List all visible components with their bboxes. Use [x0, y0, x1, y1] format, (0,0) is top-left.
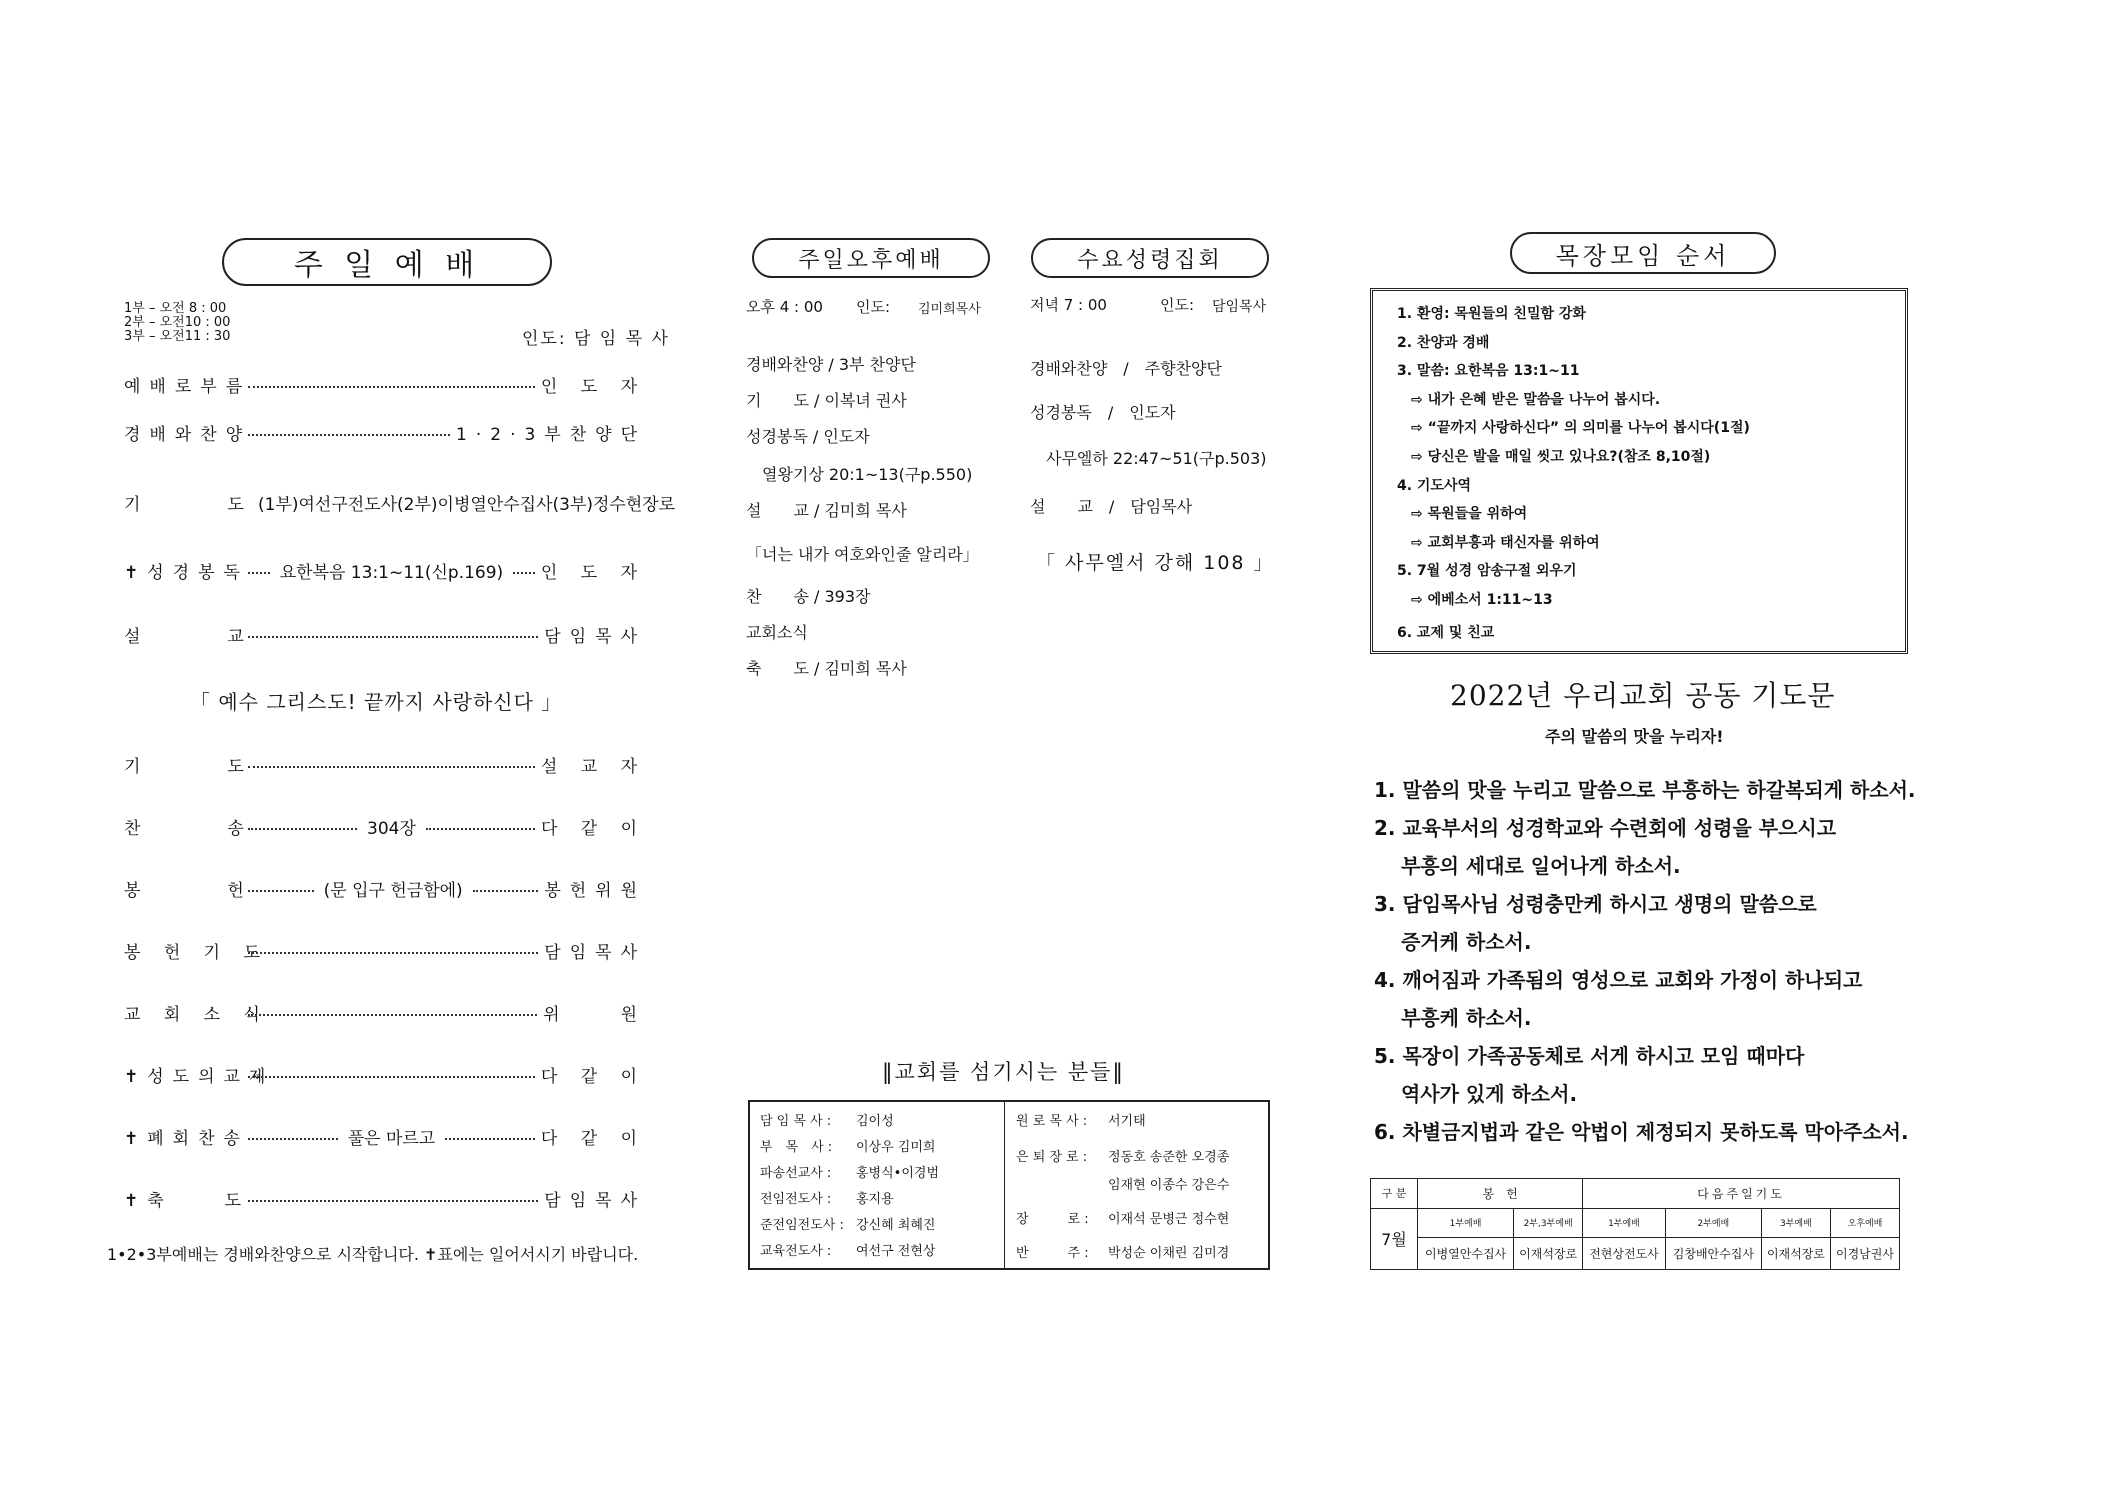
servant-row: [760, 1136, 935, 1155]
list-item: 3. 담임목사님 성령충만케 하시고 생명의 말씀으로: [1374, 892, 1817, 916]
order-row: [124, 622, 646, 647]
servant-names: 여선구 전현상: [856, 1244, 936, 1259]
order-detail: (1부)여선구전도사(2부)이병열안수집사(3부)정수현장로: [258, 495, 676, 515]
order-row: [124, 876, 646, 901]
afternoon-title: 주일오후예배: [752, 238, 990, 278]
order-detail: 요한복음 13:1~11(신p.169): [279, 563, 504, 583]
servant-role: 반 주 :: [1016, 1246, 1089, 1261]
order-label: 찬 송: [124, 819, 253, 839]
duty-table: [1370, 1178, 1900, 1270]
leader-dots: [248, 1138, 338, 1140]
name-5: 이재석장로: [1761, 1238, 1830, 1270]
list-item: 4. 기도사역: [1397, 477, 1472, 494]
order-row: [124, 938, 646, 963]
wednesday-leader-label: 인도:: [1160, 296, 1195, 314]
order-person: 담임목사: [544, 943, 646, 963]
list-item: 성경봉독 / 인도자: [1030, 403, 1176, 422]
order-row: [124, 558, 646, 583]
servant-role: 은 퇴 장 로 :: [1016, 1150, 1088, 1165]
servant-row: [1016, 1208, 1229, 1227]
list-item: 5. 목장이 가족공동체로 서게 하시고 모임 때마다: [1374, 1044, 1805, 1068]
list-item: ⇨ 교회부흥과 태신자를 위하여: [1397, 534, 1600, 551]
servant-row: [1016, 1146, 1229, 1165]
time-3: 3부 – 오전11 : 30: [124, 329, 231, 344]
leader-dots: [248, 1014, 537, 1016]
list-item: 축 도 / 김미희 목사: [746, 659, 907, 678]
order-label: ✝성도의교제: [124, 1067, 275, 1087]
afternoon-leader: 김미희목사: [918, 302, 981, 317]
time-1: 1부 – 오전 8 : 00: [124, 301, 227, 316]
list-item: 1. 환영: 목원들의 친밀함 강화: [1397, 306, 1586, 322]
order-label: 봉 헌: [124, 881, 253, 901]
list-item: 부흥케 하소서.: [1374, 1006, 1532, 1030]
servant-names: 박성순 이채린 김미경: [1108, 1246, 1230, 1261]
order-label: 경배와찬양: [124, 425, 252, 445]
order-label: 설 교: [124, 627, 253, 647]
order-person: 인 도 자: [540, 563, 646, 583]
leader-dots: [513, 572, 535, 574]
servant-names: 홍지용: [856, 1192, 894, 1207]
order-person: 봉헌위원: [544, 881, 647, 901]
sub-4: 2부예배: [1665, 1208, 1761, 1238]
list-item: 설 교 / 김미희 목사: [746, 501, 907, 520]
cell-box: [1370, 288, 1908, 654]
list-item: ⇨ 에베소서 1:11~13: [1397, 592, 1553, 608]
servant-names: 서기태: [1108, 1114, 1146, 1129]
servant-role: 부 목 사 :: [760, 1140, 833, 1155]
list-item: ⇨ 당신은 발을 매일 씻고 있나요?(참조 8,10절): [1397, 449, 1711, 465]
sub-1: 1부예배: [1418, 1208, 1514, 1238]
order-person: 담임목사: [544, 627, 646, 647]
leader-dots: [473, 890, 539, 892]
prayer-title: 2022년 우리교회 공동 기도문: [1450, 679, 1836, 712]
order-person: 다 같 이: [540, 1067, 646, 1087]
servant-row: [1016, 1110, 1146, 1129]
list-item: 경배와찬양 / 주향찬양단: [1030, 359, 1222, 378]
list-item: ⇨ 내가 은혜 받은 말씀을 나누어 봅시다.: [1397, 391, 1661, 408]
order-label: 봉 헌 기 도: [124, 943, 269, 963]
order-row: [124, 372, 646, 397]
time-2: 2부 – 오전10 : 00: [124, 315, 231, 330]
service-times: [124, 302, 230, 344]
afternoon-time: 오후 4 : 00: [746, 298, 823, 316]
name-2: 이재석장로: [1514, 1238, 1583, 1270]
list-item: 4. 깨어짐과 가족됨의 영성으로 교회와 가정이 하나되고: [1374, 968, 1863, 992]
list-item: 증거케 하소서.: [1374, 930, 1532, 954]
list-item: 교회소식: [746, 623, 808, 642]
list-item: 3. 말씀: 요한복음 13:1~11: [1397, 363, 1580, 380]
servant-names: 홍병식•이경범: [856, 1166, 940, 1181]
leader-dots: [248, 890, 314, 892]
list-item: 6. 교제 및 친교: [1397, 624, 1495, 641]
list-item: 경배와찬양 / 3부 찬양단: [746, 355, 916, 374]
wednesday-time: 저녁 7 : 00: [1030, 296, 1107, 314]
order-person: 담임목사: [544, 1191, 646, 1211]
servant-row: [760, 1214, 935, 1233]
order-label: 예배로부름: [124, 377, 252, 397]
sunday-title: 주 일 예 배: [222, 238, 552, 286]
name-1: 이병열안수집사: [1418, 1238, 1514, 1270]
servant-names: 강신혜 최혜진: [856, 1218, 936, 1233]
order-row: [124, 1000, 646, 1025]
servant-role: 준전임전도사 :: [760, 1218, 844, 1233]
servant-names: 임재현 이종수 강은수: [1108, 1178, 1230, 1193]
sub-2: 2부,3부예배: [1514, 1208, 1583, 1238]
leader-dots: [248, 766, 535, 768]
order-person: 위 원: [543, 1005, 646, 1025]
list-item: 찬 송 / 393장: [746, 587, 871, 606]
sunday-note: 1•2•3부예배는 경배와찬양으로 시작합니다. ✝표에는 일어서시기 바랍니다.: [107, 1245, 639, 1264]
list-item: 2. 교육부서의 성경학교와 수련회에 성령을 부으시고: [1374, 816, 1837, 840]
order-detail: 풀은 마르고: [347, 1129, 436, 1149]
order-label: 기 도: [124, 757, 253, 777]
order-row: [124, 490, 676, 515]
list-item: ⇨ 목원들을 위하여: [1397, 506, 1528, 523]
order-row: [124, 420, 646, 445]
order-person: 다 같 이: [540, 1129, 646, 1149]
servant-role: 전임전도사 :: [760, 1192, 832, 1207]
order-row: [124, 1186, 646, 1211]
servant-row: [1016, 1242, 1229, 1261]
servant-names: 이상우 김미희: [856, 1140, 936, 1155]
order-label: ✝성경봉독: [124, 563, 249, 583]
name-6: 이경남권사: [1830, 1238, 1899, 1270]
order-detail: (문 입구 헌금함에): [323, 881, 463, 901]
order-label: ✝축 도: [124, 1191, 251, 1211]
servants-box: [748, 1100, 1270, 1270]
order-person: 설 교 자: [540, 757, 646, 777]
leader-dots: [248, 572, 270, 574]
list-item: 6. 차별금지법과 같은 악법이 제정되지 못하도록 막아주소서.: [1374, 1120, 1909, 1144]
order-label: ✝폐회찬송: [124, 1129, 249, 1149]
servant-role: 담 임 목 사 :: [760, 1114, 832, 1129]
sub-6: 오후예배: [1830, 1208, 1899, 1238]
order-label: 기 도: [124, 495, 253, 515]
list-item: 사무엘하 22:47~51(구p.503): [1030, 449, 1267, 468]
servant-role: 파송선교사 :: [760, 1166, 832, 1181]
list-item: 부흥의 세대로 일어나게 하소서.: [1374, 854, 1681, 878]
servant-names: 이재석 문병근 정수현: [1108, 1212, 1230, 1227]
cell-title: 목장모임 순서: [1510, 232, 1776, 274]
name-4: 김창배안수집사: [1665, 1238, 1761, 1270]
order-person: 1·2·3부찬양단: [456, 425, 646, 445]
leader-dots: [248, 1200, 538, 1202]
name-3: 전현상전도사: [1583, 1238, 1666, 1270]
list-item: 성경봉독 / 인도자: [746, 427, 870, 446]
prayer-subtitle: 주의 말씀의 맛을 누리자!: [1545, 727, 1724, 746]
servant-row: [760, 1240, 935, 1259]
list-item: 2. 찬양과 경배: [1397, 334, 1490, 351]
servant-row: [1016, 1174, 1229, 1193]
order-row: [124, 814, 646, 839]
servant-row: [760, 1110, 894, 1129]
wednesday-title: 수요성령집회: [1031, 238, 1269, 278]
order-row: [124, 1124, 646, 1149]
servant-names: 김이성: [856, 1114, 894, 1129]
leader-dots: [248, 434, 450, 436]
order-person: 인 도 자: [540, 377, 646, 397]
leader-dots: [248, 386, 535, 388]
list-item: 1. 말씀의 맛을 누리고 말씀으로 부흥하는 하갈복되게 하소서.: [1374, 778, 1916, 802]
servant-role: 장 로 :: [1016, 1212, 1089, 1227]
list-item: 5. 7월 성경 암송구절 외우기: [1397, 563, 1577, 580]
list-item: 기 도 / 이복녀 권사: [746, 391, 907, 410]
afternoon-leader-label: 인도:: [856, 298, 891, 316]
order-row: [124, 752, 646, 777]
servant-row: [760, 1188, 894, 1207]
order-detail: 304장: [367, 819, 416, 839]
month-cell: 7월: [1371, 1208, 1418, 1269]
list-item: 설 교 / 담임목사: [1030, 497, 1193, 516]
leader-dots: [248, 828, 357, 830]
order-row: [124, 1062, 646, 1087]
list-item: 역사가 있게 하소서.: [1374, 1082, 1578, 1106]
wednesday-leader: 담임목사: [1212, 299, 1267, 315]
wednesday-sermon: 「 사무엘서 강해 108 」: [1036, 552, 1275, 574]
order-person: 다 같 이: [540, 819, 647, 839]
list-item: 열왕기상 20:1~13(구p.550): [746, 465, 973, 484]
leader-dots: [248, 636, 538, 638]
sub-3: 1부예배: [1583, 1208, 1666, 1238]
sunday-leader: 인도: 담 임 목 사: [522, 329, 670, 349]
offering-header: 봉 헌: [1418, 1179, 1583, 1209]
leader-dots: [445, 1138, 535, 1140]
leader-dots: [248, 1076, 535, 1078]
list-item: ⇨ “끝까지 사랑하신다” 의 의미를 나누어 봅시다(1절): [1397, 420, 1750, 437]
list-item: 「너는 내가 여호와인줄 알리라」: [746, 545, 979, 564]
gubun-header: 구 분: [1371, 1179, 1418, 1209]
servant-role: 원 로 목 사 :: [1016, 1114, 1088, 1129]
sub-5: 3부예배: [1761, 1208, 1830, 1238]
leader-dots: [426, 828, 535, 830]
sunday-sermon: 「 예수 그리스도! 끝까지 사랑하신다 」: [190, 690, 563, 714]
order-label: 교 회 소 식: [124, 1005, 269, 1025]
servant-row: [760, 1162, 939, 1181]
next-prayer-header: 다음주일기도: [1583, 1179, 1900, 1209]
leader-dots: [248, 952, 538, 954]
servant-role: 교육전도사 :: [760, 1244, 832, 1259]
servant-names: 정동호 송준한 오경종: [1108, 1150, 1230, 1165]
servants-title: ‖교회를 섬기시는 분들‖: [882, 1060, 1125, 1084]
